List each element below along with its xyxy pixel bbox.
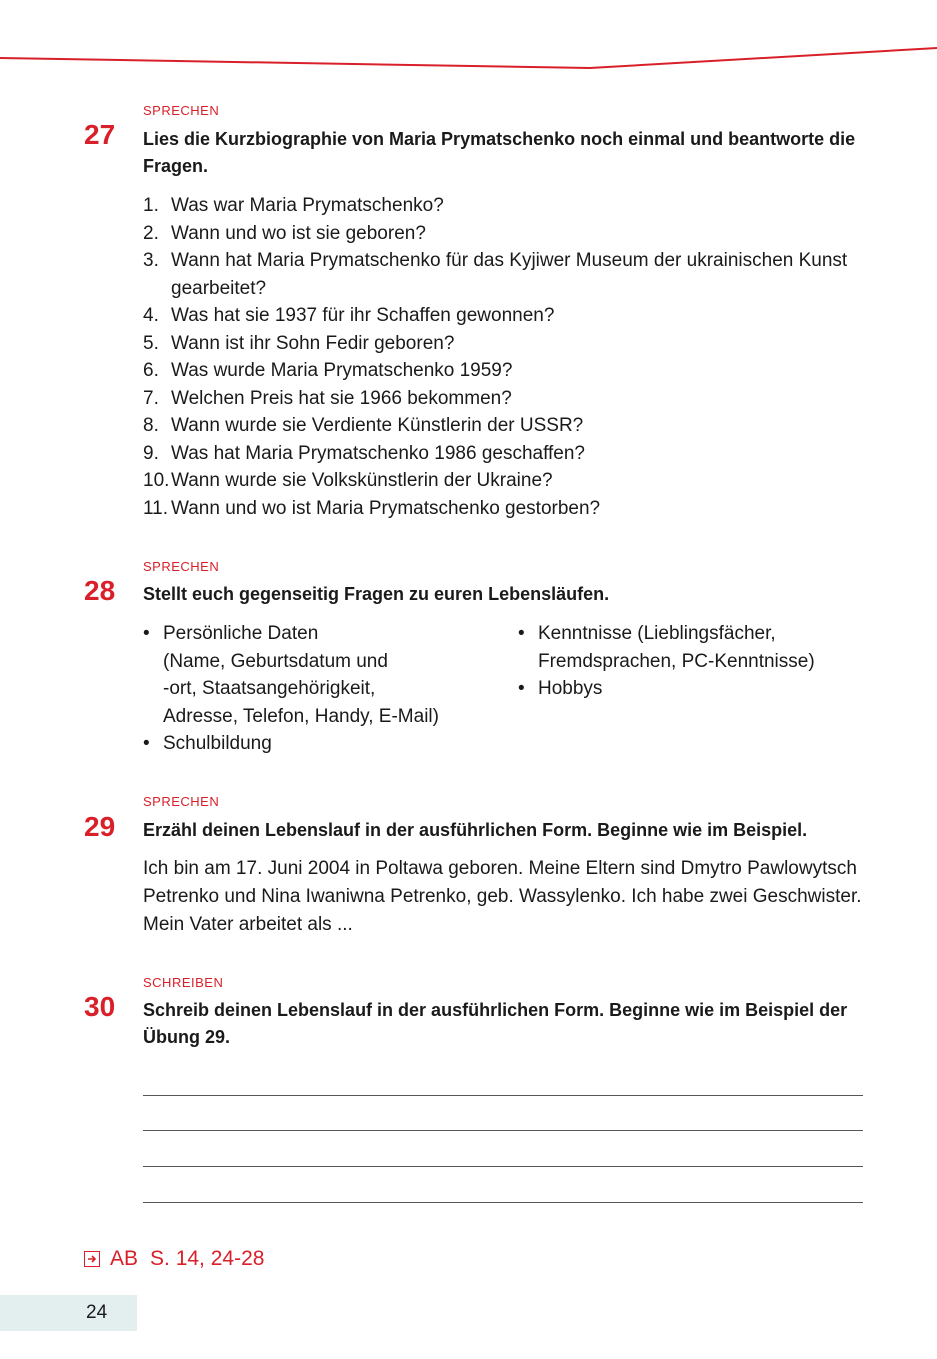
- bullet-list-right: [518, 620, 878, 703]
- exercise-number: 28: [84, 575, 116, 606]
- question-list: [143, 192, 863, 522]
- question-text: Wann und wo ist Maria Prymatschenko gestorben?: [171, 497, 601, 519]
- exercise-instruction: Erzähl deinen Lebenslauf in der ausführlichen Form. Beginne wie im Beispiel.: [143, 820, 808, 840]
- header-rule: [0, 40, 937, 80]
- exercise-kind: SCHREIBEN: [143, 975, 224, 990]
- list-item: [143, 440, 863, 468]
- list-item: [143, 192, 863, 220]
- bullet-text: Schulbildung: [163, 733, 272, 754]
- question-text: Wann hat Maria Prymatschenko für das Kyjiwer Museum der ukrainischen Kunst gearbeitet?: [171, 250, 848, 299]
- question-text: Was wurde Maria Prymatschenko 1959?: [171, 360, 513, 381]
- bullet-icon: •: [518, 678, 525, 699]
- arrow-box-icon: [84, 1251, 100, 1267]
- writing-line[interactable]: [143, 1095, 863, 1096]
- list-item: [143, 412, 863, 440]
- question-text: Wann ist ihr Sohn Fedir geboren?: [171, 332, 455, 354]
- question-number: 3.: [143, 250, 159, 271]
- bullet-text: Adresse, Telefon, Handy, E-Mail): [163, 705, 439, 727]
- question-number: 6.: [143, 360, 159, 381]
- list-item: [143, 220, 863, 248]
- question-text: Was hat Maria Prymatschenko 1986 geschaffen?: [171, 442, 586, 464]
- question-number: 2.: [143, 222, 159, 244]
- exercise-number: 30: [84, 991, 116, 1022]
- workbook-label: AB: [110, 1247, 139, 1270]
- bullet-text: -ort, Staatsangehörigkeit,: [163, 678, 376, 699]
- question-text: Was hat sie 1937 für ihr Schaffen gewonnen?: [171, 305, 555, 326]
- list-item: [143, 247, 863, 302]
- bullet-text: (Name, Geburtsdatum und: [163, 650, 388, 672]
- page-number: 24: [86, 1302, 108, 1323]
- list-item: [143, 495, 863, 523]
- exercise-number: 27: [84, 119, 116, 150]
- question-number: 11.: [143, 497, 169, 519]
- bullet-icon: •: [143, 623, 150, 644]
- exercise-instruction: Stellt euch gegenseitig Fragen zu euren Lebensläufen.: [143, 584, 610, 604]
- list-item: [143, 467, 863, 495]
- question-number: 7.: [143, 387, 159, 409]
- question-text: Wann wurde sie Verdiente Künstlerin der USSR?: [171, 415, 584, 436]
- exercise-instruction: Lies die Kurzbiographie von Maria Prymatschenko noch einmal und beantworte die Fragen.: [143, 129, 856, 176]
- writing-line[interactable]: [143, 1202, 863, 1203]
- list-item: [518, 620, 878, 675]
- list-item: [143, 620, 503, 730]
- exercise-kind: SPRECHEN: [143, 794, 220, 809]
- list-item: [518, 675, 878, 703]
- bullet-text: Fremdsprachen, PC-Kenntnisse): [538, 650, 815, 672]
- bullet-text: Kenntnisse (Lieblingsfächer,: [538, 623, 776, 644]
- question-text: Was war Maria Prymatschenko?: [171, 195, 444, 216]
- bullet-icon: •: [518, 623, 525, 644]
- question-number: 9.: [143, 442, 159, 464]
- list-item: [143, 385, 863, 413]
- question-text: Wann und wo ist sie geboren?: [171, 222, 426, 244]
- workbook-pages: S. 14, 24-28: [150, 1247, 265, 1270]
- example-text: Ich bin am 17. Juni 2004 in Poltawa geboren. Meine Eltern sind Dmytro Pawlowytsch Petrenko und Nina Iwaniwna Petrenko, geb. Wassylenko. Ich habe zwei Geschwister. Mein Vater arbeitet als ...: [143, 858, 862, 935]
- exercise-instruction: Schreib deinen Lebenslauf in der ausführlichen Form. Beginne wie im Beispiel der Übung 29.: [143, 1000, 848, 1047]
- question-number: 8.: [143, 415, 159, 436]
- bullet-list-left: [143, 620, 503, 758]
- question-text: Welchen Preis hat sie 1966 bekommen?: [171, 387, 512, 409]
- question-number: 5.: [143, 332, 159, 354]
- list-item: [143, 730, 503, 758]
- question-number: 10.: [143, 470, 170, 491]
- bullet-text: Hobbys: [538, 678, 603, 699]
- list-item: [143, 357, 863, 385]
- list-item: [143, 330, 863, 358]
- bullet-text: Persönliche Daten: [163, 623, 319, 644]
- question-number: 1.: [143, 195, 159, 216]
- page-number-box: [0, 1295, 137, 1331]
- exercise-number: 29: [84, 811, 116, 842]
- question-text: Wann wurde sie Volkskünstlerin der Ukraine?: [171, 470, 553, 491]
- writing-line[interactable]: [143, 1166, 863, 1167]
- bullet-icon: •: [143, 733, 150, 754]
- writing-line[interactable]: [143, 1130, 863, 1131]
- list-item: [143, 302, 863, 330]
- question-number: 4.: [143, 305, 159, 326]
- workbook-reference: [84, 1244, 264, 1274]
- exercise-kind: SPRECHEN: [143, 103, 220, 118]
- exercise-kind: SPRECHEN: [143, 559, 220, 574]
